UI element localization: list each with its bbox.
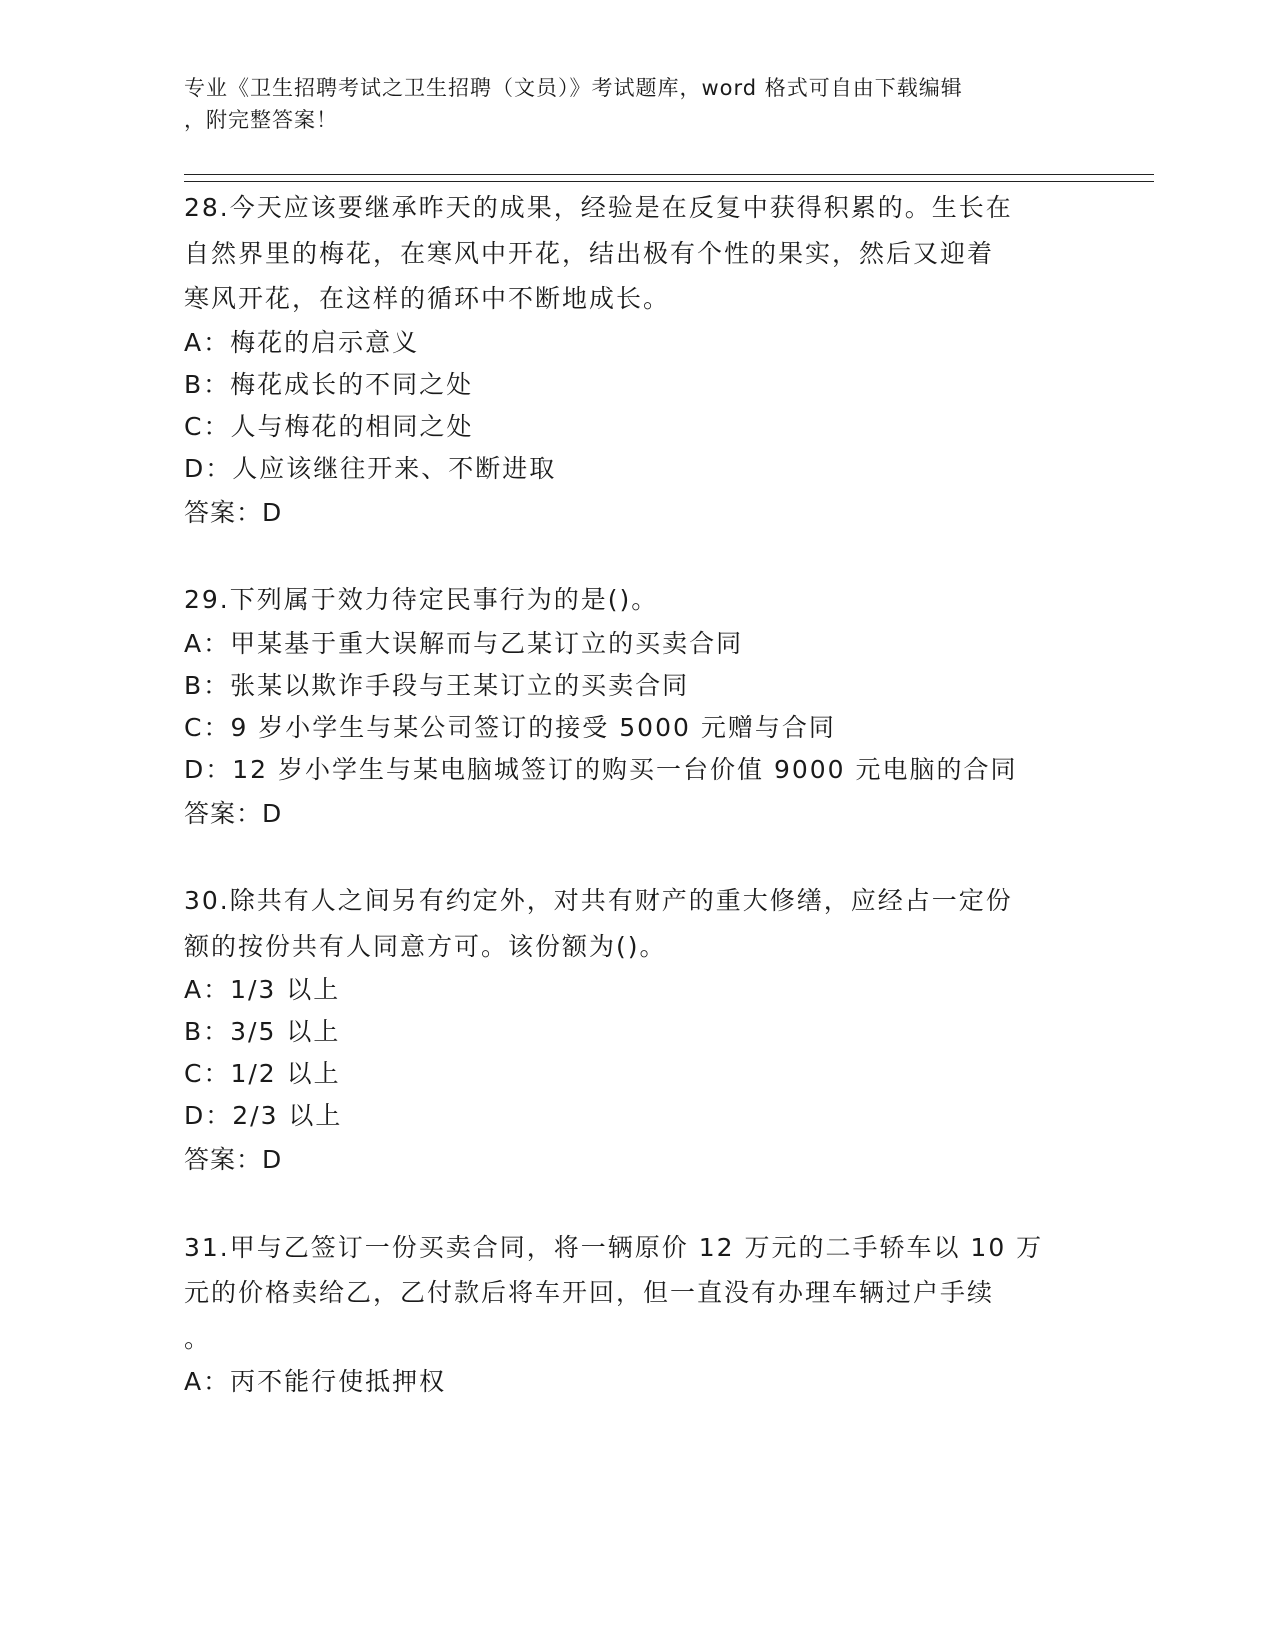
question-stem-line: 30.除共有人之间另有约定外，对共有财产的重大修缮，应经占一定份 bbox=[184, 886, 1013, 915]
answer-line: 答案：D bbox=[184, 1145, 283, 1174]
document-header bbox=[184, 72, 1064, 136]
question-gap bbox=[184, 1183, 1084, 1225]
option-b: B：张某以欺诈手段与王某订立的买卖合同 bbox=[184, 670, 690, 700]
option-a: A：1/3 以上 bbox=[184, 975, 341, 1004]
question-29 bbox=[184, 577, 1084, 836]
question-gap bbox=[184, 836, 1084, 878]
question-stem-line: 自然界里的梅花，在寒风中开花，结出极有个性的果实，然后又迎着 bbox=[184, 238, 995, 268]
question-28 bbox=[184, 185, 1084, 535]
question-stem-line: 元的价格卖给乙，乙付款后将车开回，但一直没有办理车辆过户手续 bbox=[184, 1278, 995, 1307]
header-divider-bottom bbox=[184, 181, 1154, 182]
option-a: A：梅花的启示意义 bbox=[184, 327, 420, 357]
answer-line: 答案：D bbox=[184, 798, 283, 828]
question-stem-line: 寒风开花，在这样的循环中不断地成长。 bbox=[184, 284, 671, 313]
option-d: D：人应该继往开来、不断进取 bbox=[184, 453, 557, 483]
option-c: C：人与梅花的相同之处 bbox=[184, 411, 474, 441]
option-b: B：3/5 以上 bbox=[184, 1017, 341, 1046]
option-d: D：2/3 以上 bbox=[184, 1101, 343, 1130]
header-line-2: ，附完整答案！ bbox=[184, 108, 338, 132]
header-divider-top bbox=[184, 174, 1154, 175]
option-a: A：甲某基于重大误解而与乙某订立的买卖合同 bbox=[184, 628, 744, 658]
question-30 bbox=[184, 878, 1084, 1183]
question-stem-line: 。 bbox=[184, 1323, 212, 1353]
question-list bbox=[184, 185, 1084, 1403]
option-d: D：12 岁小学生与某电脑城签订的购买一台价值 9000 元电脑的合同 bbox=[184, 754, 1018, 784]
question-stem-line: 28.今天应该要继承昨天的成果，经验是在反复中获得积累的。生长在 bbox=[184, 193, 1013, 222]
option-b: B：梅花成长的不同之处 bbox=[184, 369, 474, 399]
option-a: A：丙不能行使抵押权 bbox=[184, 1367, 447, 1396]
answer-line: 答案：D bbox=[184, 497, 283, 527]
question-stem-line: 额的按份共有人同意方可。该份额为()。 bbox=[184, 931, 667, 961]
option-c: C：1/2 以上 bbox=[184, 1059, 341, 1088]
question-stem-line: 31.甲与乙签订一份买卖合同，将一辆原价 12 万元的二手轿车以 10 万 bbox=[184, 1232, 1044, 1262]
question-gap bbox=[184, 535, 1084, 577]
option-c: C：9 岁小学生与某公司签订的接受 5000 元赠与合同 bbox=[184, 712, 836, 742]
question-31 bbox=[184, 1225, 1084, 1404]
header-line-1: 专业《卫生招聘考试之卫生招聘（文员）》考试题库，word 格式可自由下载编辑 bbox=[184, 76, 963, 100]
question-stem-line: 29.下列属于效力待定民事行为的是()。 bbox=[184, 585, 659, 614]
